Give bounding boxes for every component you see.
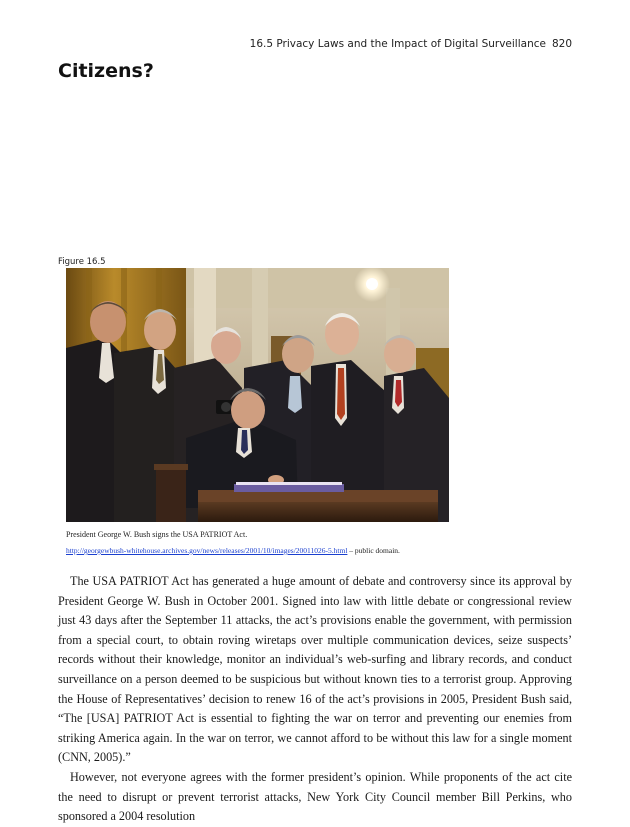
- credit-link[interactable]: http://georgewbush-whitehouse.archives.gov/news/releases/2001/10/images/20011026-5.html: [66, 546, 348, 555]
- running-title: 16.5 Privacy Laws and the Impact of Digital Surveillance: [249, 38, 546, 50]
- figure-caption: President George W. Bush signs the USA PATRIOT Act.: [66, 530, 248, 539]
- figure-credit: [66, 546, 400, 555]
- running-header: [250, 38, 572, 50]
- body-text: [58, 572, 572, 827]
- figure-label: Figure 16.5: [58, 257, 106, 267]
- body-paragraph-2: However, not everyone agrees with the former president’s opinion. While proponents of the act cite the need to disrupt or prevent terrorist attacks, New York City Council member Bill Perkins, who sponsored a 2004 resolution: [58, 769, 572, 824]
- section-title: Citizens?: [58, 60, 154, 82]
- bill-signing-photo: [66, 268, 449, 522]
- page-number: 820: [551, 38, 572, 50]
- body-paragraph-1: The USA PATRIOT Act has generated a huge amount of debate and controversy since its approval by President George W. Bush in October 2001. Signed into law with little debate or congressional review just 43 days after the September 11 attacks, the act’s provisions enable the government, with permission from a special court, to obtain roving wiretaps over multiple communication devices, seize suspects’ records without their knowledge, monitor an individual’s web-surfing and library records, and conduct surveillance on a person deemed to be suspicious but without known ties to a terrorist group. Approving the House of Representatives’ decision to renew 16 of the act’s provisions in 2005, President Bush said, “The [USA] PATRIOT Act is essential to fighting the war on terror and preventing our enemies from striking America again. In the war on terror, we cannot afford to be without this law for a single moment (CNN, 2005).”: [58, 574, 572, 765]
- figure-photo: [66, 268, 449, 522]
- credit-suffix: – public domain.: [347, 546, 400, 555]
